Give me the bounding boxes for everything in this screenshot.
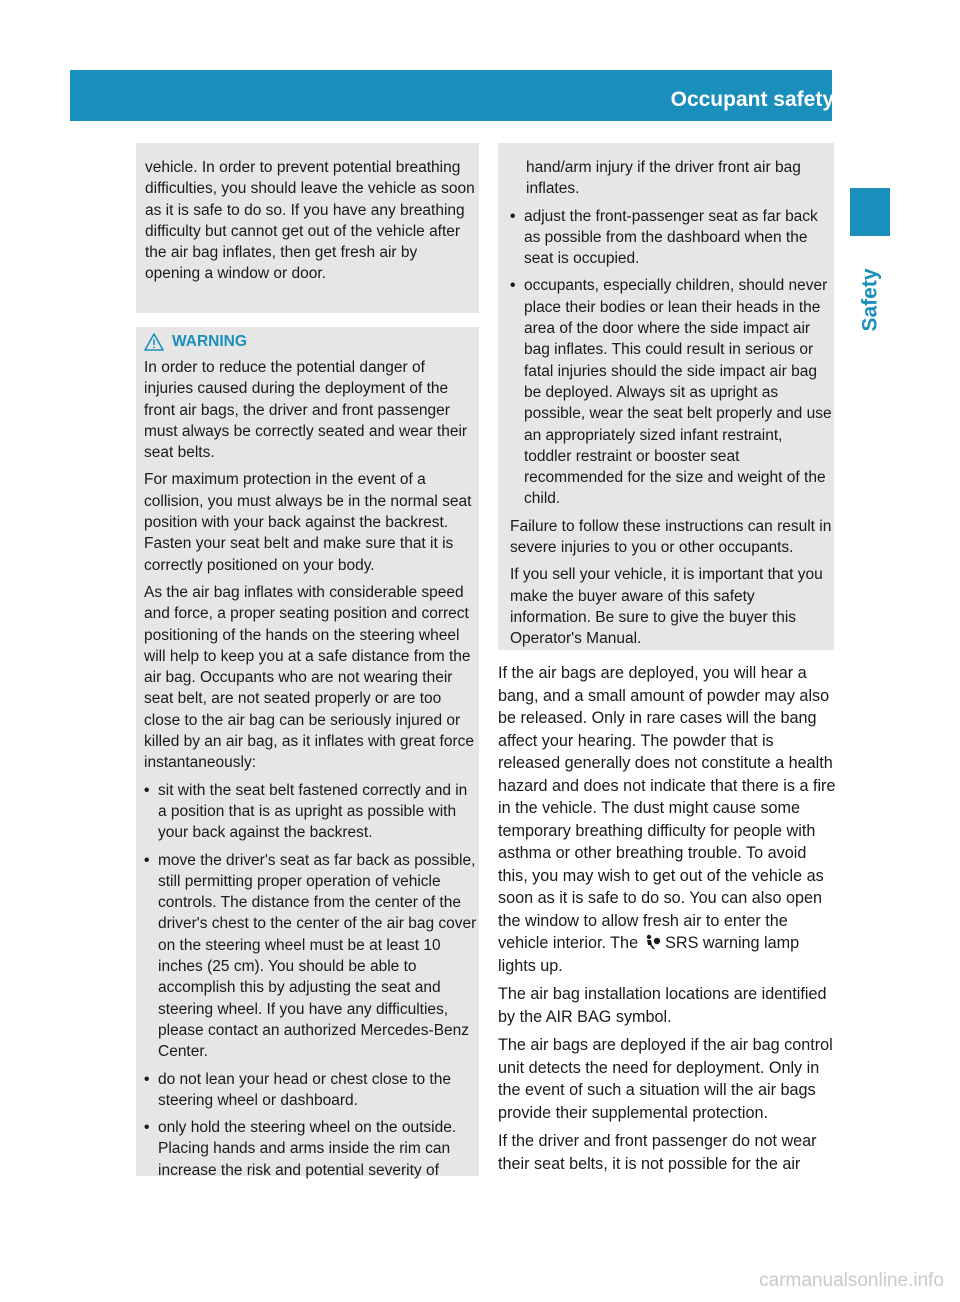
warning-paragraph: If you sell your vehicle, it is important that you make the buyer aware of this safety information. Be sure to give the buyer this Operator's Manual. [510,566,823,648]
side-marker [850,188,890,236]
warning-bullet: • sit with the seat belt fastened correctly and in a position that is as upright as possible with your back against the backrest. [144,781,468,842]
warning-bullet: • do not lean your head or chest close to the steering wheel or dashboard. [144,1070,451,1109]
side-tab-label: Safety [859,268,882,332]
warning-paragraph: As the air bag inflates with considerable speed and force, a proper seating position and correct positioning of the hands on the steering wheel will help to keep you at a safe distance from the air bag. Occupants who are not wearing their seat belt, are not seated properly or are too close to the air bag can be seriously injured or killed by an air bag, as it inflates with great force instantaneously: [144,583,474,772]
body-paragraph: If the air bags are deployed, you will hear a bang, and a small amount of powder may also be released. Only in rare cases will the bang affect your hearing. The powder that is released generally does not constitute a health hazard and does not indicate that there is a fire in the vehicle. The dust might cause some temporary breathing difficulty for people with asthma or other breathing trouble. To avoid this, you may wish to get out of the vehicle as soon as it is safe to do so. You can also open the window to allow fresh air to enter the vehicle interior. The SRS warning lamp lights up. [498,664,836,975]
side-tab [848,250,894,350]
warning-box-continued [498,143,834,650]
warning-box [136,327,479,1179]
page-number: 45 [864,88,888,111]
warning-paragraph: In order to reduce the potential danger of injuries caused during the deployment of the front air bags, the driver and front passenger must always be correctly seated and wear their seat belts. [144,359,468,462]
warning-label: WARNING [172,333,247,350]
warning-paragraph: Failure to follow these instructions can result in severe injuries to you or other occupants. [510,517,832,557]
warning-bullet: • move the driver's seat as far back as possible, still permitting proper operation of vehicle controls. The distance from the center of the driver's chest to the center of the air bag cover on the steering wheel must be at least 10 inches (25 cm). You should be able to accomplish this by adjusting the seat and steering wheel. If you have any difficulties, please contact an authorized Mercedes-Benz Center. [144,851,477,1061]
warning-bullet: • occupants, especially children, should never place their bodies or lean their heads in the area of the door where the side impact air bag inflates. This could result in serious or fatal injuries should the side impact air bag be deployed. Always sit as upright as possible, wear the seat belt properly and use an appropriately sized infant restraint, toddler restraint or booster seat recommended for the size and weight of the child. [510,277,832,508]
warning-bullet: • adjust the front-passenger seat as far back as possible from the dashboard when the seat is occupied. [510,207,818,268]
warning-bullet: • only hold the steering wheel on the outside. Placing hands and arms inside the rim can increase the risk and potential severity of [144,1119,457,1179]
box-paragraph: vehicle. In order to prevent potential breathing difficulties, you should leave the vehicle as soon as it is safe to do so. If you have any breathing difficulty but cannot get out of the vehicle after the air bag inflates, then get fresh air by opening a window or door. [145,159,475,283]
warning-triangle-icon [144,333,164,351]
warning-paragraph: For maximum protection in the event of a collision, you must always be in the normal seat position with your back against the backrest. Fasten your seat belt and make sure that it is correctly positioned on your body. [144,471,472,574]
watermark: carmanualsonline.info [759,1270,944,1291]
body-text [498,662,836,1181]
airbag-warning-lamp-icon [643,934,661,950]
body-paragraph: If the driver and front passenger do not wear their seat belts, it is not possible for the air [498,1132,817,1173]
warning-header [144,333,478,351]
body-paragraph: The air bag installation locations are identified by the AIR BAG symbol. [498,985,827,1026]
body-paragraph: The air bags are deployed if the air bag control unit detects the need for deployment. Only in the event of such a situation will the air bags provide their supplemental protection. [498,1036,833,1122]
section-title: Occupant safety [670,88,834,111]
continuation-text: hand/arm injury if the driver front air bag inflates. [526,159,801,198]
page-header [671,80,890,120]
info-box-top [136,143,479,313]
